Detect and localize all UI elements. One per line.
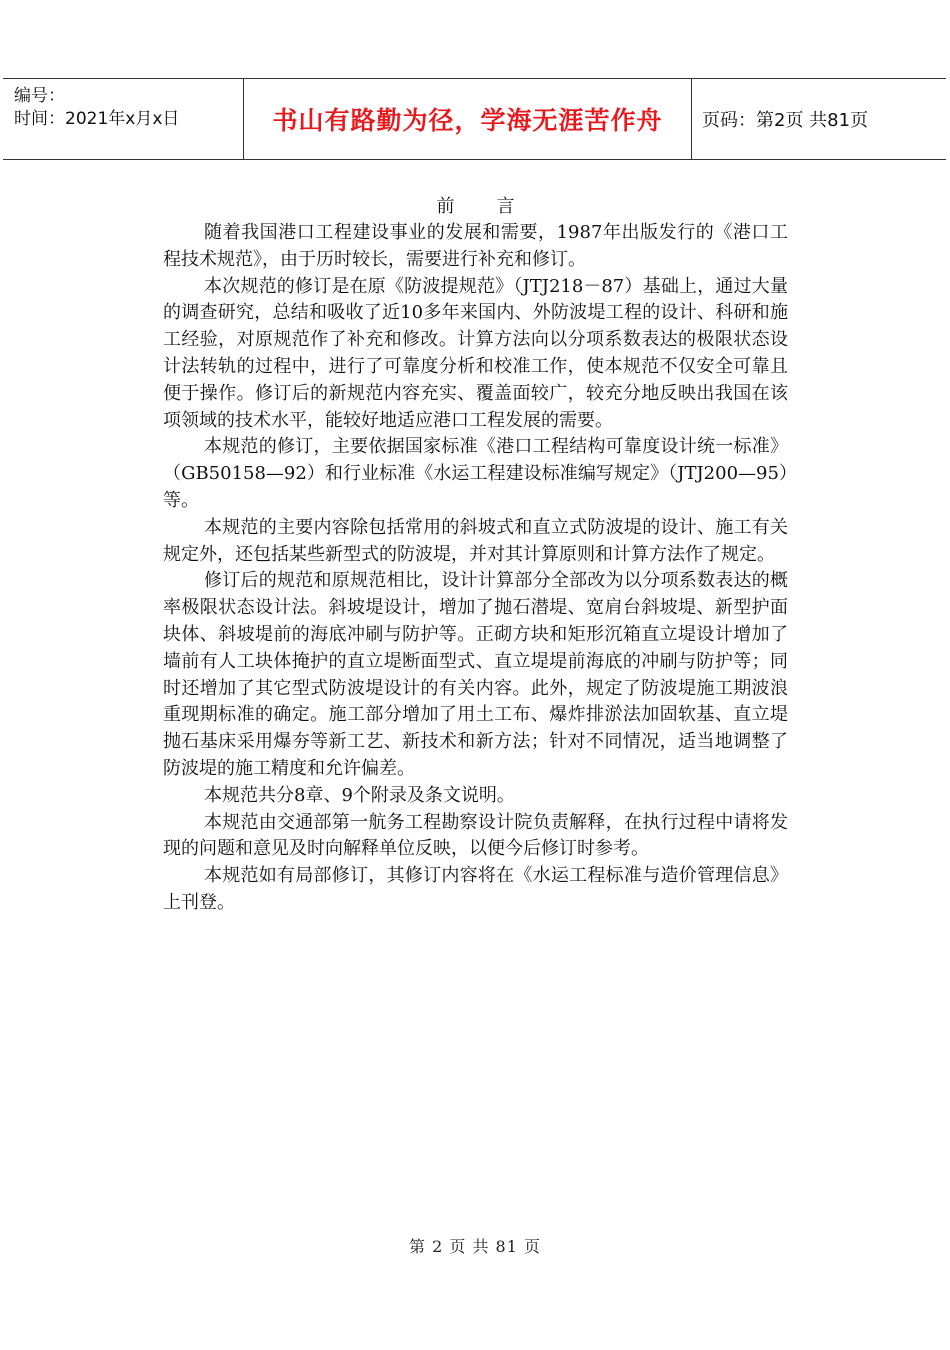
header-meta-cell bbox=[3, 79, 244, 159]
section-title: 前言 bbox=[436, 196, 557, 217]
page-footer: 第 2 页 共 81 页 bbox=[409, 1237, 541, 1256]
motto-text: 书山有路勤为径，学海无涯苦作舟 bbox=[272, 106, 663, 135]
document-header bbox=[3, 78, 946, 160]
header-page-cell bbox=[692, 79, 946, 159]
paragraph: 随着我国港口工程建设事业的发展和需要，1987年出版发行的《港口工程技术规范》，由于历时较长，需要进行补充和修订。 bbox=[163, 222, 788, 270]
time-label: 时间：2021年x月x日 bbox=[14, 109, 180, 129]
paragraph: 本规范如有局部修订，其修订内容将在《水运工程标准与造价管理信息》上刊登。 bbox=[163, 865, 788, 913]
header-motto-cell bbox=[244, 79, 692, 159]
page-info: 页码：第2页 共81页 bbox=[702, 110, 869, 131]
paragraph: 本规范共分8章、9个附录及条文说明。 bbox=[204, 784, 515, 806]
paragraph: 本次规范的修订是在原《防波提规范》（JTJ218－87）基础上，通过大量的调查研究，总结和吸收了近10多年来国内、外防波堤工程的设计、科研和施工经验，对原规范作了补充和修改。计算方法向以分项系数表达的极限状态设计法转轨的过程中，进行了可靠度分析和校准工作，使本规范不仅安全可靠且便于操作。修订后的新规范内容充实、覆盖面较广，较充分地反映出我国在该项领域的技术水平，能较好地适应港口工程发展的需要。 bbox=[163, 275, 788, 431]
paragraph: 本规范的修订，主要依据国家标准《港口工程结构可靠度设计统一标准》（GB50158—92）和行业标准《水运工程建设标准编写规定》（JTJ200—95）等。 bbox=[163, 436, 788, 511]
document-body bbox=[163, 220, 788, 917]
paragraph: 本规范由交通部第一航务工程勘察设计院负责解释，在执行过程中请将发现的问题和意见及时向解释单位反映，以便今后修订时参考。 bbox=[163, 811, 788, 860]
paragraph: 修订后的规范和原规范相比，设计计算部分全部改为以分项系数表达的概率极限状态设计法。斜坡堤设计，增加了抛石潜堤、宽肩台斜坡堤、新型护面块体、斜坡堤前的海底冲刷与防护等。正砌方块和矩形沉箱直立堤设计增加了墙前有人工块体掩护的直立堤断面型式、直立堤堤前海底的冲刷与防护等；同时还增加了其它型式防波堤设计的有关内容。此外，规定了防波堤施工期波浪重现期标准的确定。施工部分增加了用土工布、爆炸排淤法加固软基、直立堤抛石基床采用爆夯等新工艺、新技术和新方法；针对不同情况，适当地调整了防波堤的施工精度和允许偏差。 bbox=[163, 570, 788, 779]
code-label: 编号： bbox=[14, 86, 65, 106]
paragraph: 本规范的主要内容除包括常用的斜坡式和直立式防波堤的设计、施工有关规定外，还包括某些新型式的防波堤，并对其计算原则和计算方法作了规定。 bbox=[163, 516, 788, 565]
